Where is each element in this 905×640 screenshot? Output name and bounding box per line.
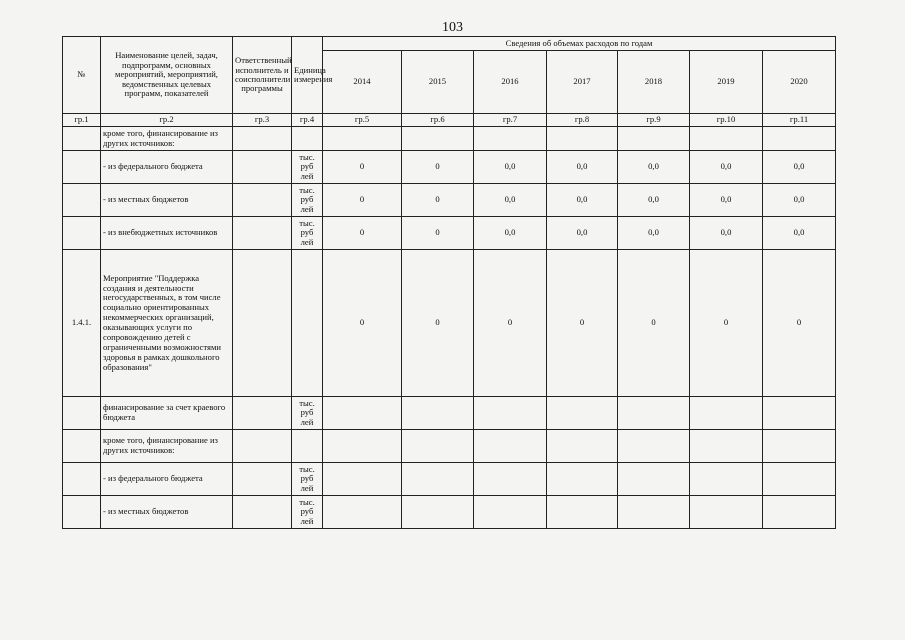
row-value-cell	[547, 430, 618, 463]
row-value-cell: 0,0	[618, 217, 690, 250]
row-value-cell	[474, 496, 547, 529]
row-unit-cell: тыс. руб лей	[292, 463, 323, 496]
row-value-cell: 0	[323, 151, 402, 184]
header-name: Наименование целей, задач, подпрограмм, основных мероприятий, мероприятий, ведомственных целевых программ, показателей	[101, 37, 233, 114]
row-value-cell	[763, 463, 836, 496]
row-value-cell	[690, 430, 763, 463]
row-responsible-cell	[233, 397, 292, 430]
row-value-cell	[618, 127, 690, 151]
row-unit-cell	[292, 127, 323, 151]
row-responsible-cell	[233, 151, 292, 184]
column-code: гр.10	[690, 114, 763, 127]
column-code: гр.2	[101, 114, 233, 127]
row-value-cell	[402, 463, 474, 496]
table-body	[63, 127, 836, 529]
row-value-cell	[763, 430, 836, 463]
header-responsible: Ответственный исполнитель и соисполнители программы	[233, 37, 292, 114]
row-value-cell: 0	[474, 250, 547, 397]
row-value-cell	[323, 397, 402, 430]
row-value-cell	[402, 397, 474, 430]
row-value-cell: 0,0	[547, 217, 618, 250]
row-unit-cell: тыс. руб лей	[292, 397, 323, 430]
row-value-cell	[474, 463, 547, 496]
row-value-cell	[618, 463, 690, 496]
row-unit-cell	[292, 430, 323, 463]
table-row	[63, 397, 836, 430]
row-responsible-cell	[233, 496, 292, 529]
row-value-cell: 0	[763, 250, 836, 397]
row-value-cell	[763, 496, 836, 529]
row-value-cell: 0	[402, 151, 474, 184]
row-value-cell: 0,0	[547, 151, 618, 184]
row-value-cell: 0,0	[690, 151, 763, 184]
row-value-cell	[323, 496, 402, 529]
row-name-cell: - из местных бюджетов	[101, 184, 233, 217]
expenses-table	[62, 36, 836, 529]
row-number-cell	[63, 217, 101, 250]
table-row	[63, 250, 836, 397]
table-row	[63, 496, 836, 529]
row-name-cell: - из федерального бюджета	[101, 463, 233, 496]
row-value-cell: 0,0	[547, 184, 618, 217]
row-value-cell: 0	[402, 184, 474, 217]
row-value-cell: 0,0	[474, 151, 547, 184]
row-responsible-cell	[233, 127, 292, 151]
row-value-cell	[547, 397, 618, 430]
row-value-cell	[763, 127, 836, 151]
row-value-cell	[402, 430, 474, 463]
row-number-cell	[63, 397, 101, 430]
row-name-cell: кроме того, финансирование из других источников:	[101, 430, 233, 463]
row-value-cell: 0	[690, 250, 763, 397]
row-number-cell	[63, 184, 101, 217]
row-value-cell	[323, 430, 402, 463]
row-value-cell: 0,0	[763, 184, 836, 217]
column-code: гр.7	[474, 114, 547, 127]
table-row	[63, 127, 836, 151]
row-responsible-cell	[233, 217, 292, 250]
row-value-cell	[474, 397, 547, 430]
header-num: №	[63, 37, 101, 114]
header-year: 2016	[474, 51, 547, 114]
row-number-cell: 1.4.1.	[63, 250, 101, 397]
table-row	[63, 430, 836, 463]
row-name-cell: Мероприятие "Поддержка создания и деятельности негосударственных, в том числе социально ориентированных некоммерческих организаций, оказывающих услуги по сопровождению детей с ограниченными возможностями здоровья в рамках дошкольного образования"	[101, 250, 233, 397]
header-year: 2017	[547, 51, 618, 114]
row-value-cell	[618, 430, 690, 463]
row-name-cell: - из местных бюджетов	[101, 496, 233, 529]
row-value-cell: 0	[402, 217, 474, 250]
column-code: гр.3	[233, 114, 292, 127]
row-value-cell: 0,0	[763, 217, 836, 250]
header-year: 2020	[763, 51, 836, 114]
row-number-cell	[63, 430, 101, 463]
row-value-cell	[547, 463, 618, 496]
row-value-cell: 0,0	[690, 184, 763, 217]
column-code: гр.6	[402, 114, 474, 127]
table-header	[63, 37, 836, 127]
row-name-cell: - из федерального бюджета	[101, 151, 233, 184]
header-year: 2019	[690, 51, 763, 114]
row-value-cell	[618, 397, 690, 430]
row-value-cell: 0	[323, 217, 402, 250]
row-value-cell	[547, 127, 618, 151]
row-value-cell	[763, 397, 836, 430]
column-code: гр.5	[323, 114, 402, 127]
column-code: гр.4	[292, 114, 323, 127]
row-number-cell	[63, 496, 101, 529]
column-code: гр.8	[547, 114, 618, 127]
table-row	[63, 184, 836, 217]
row-value-cell: 0	[402, 250, 474, 397]
row-number-cell	[63, 151, 101, 184]
row-value-cell	[474, 430, 547, 463]
row-responsible-cell	[233, 184, 292, 217]
row-unit-cell: тыс. руб лей	[292, 217, 323, 250]
row-value-cell	[690, 397, 763, 430]
row-value-cell: 0	[323, 250, 402, 397]
column-code: гр.1	[63, 114, 101, 127]
header-year: 2018	[618, 51, 690, 114]
column-code: гр.11	[763, 114, 836, 127]
row-name-cell: финансирование за счет краевого бюджета	[101, 397, 233, 430]
row-unit-cell	[292, 250, 323, 397]
row-value-cell: 0	[323, 184, 402, 217]
row-name-cell: - из внебюджетных источников	[101, 217, 233, 250]
row-value-cell	[474, 127, 547, 151]
header-year: 2015	[402, 51, 474, 114]
row-unit-cell: тыс. руб лей	[292, 184, 323, 217]
row-value-cell	[690, 463, 763, 496]
row-unit-cell: тыс. руб лей	[292, 496, 323, 529]
page-number: 103	[442, 20, 463, 35]
header-year: 2014	[323, 51, 402, 114]
header-unit: Единица измерения	[292, 37, 323, 114]
row-value-cell: 0,0	[690, 217, 763, 250]
row-value-cell	[690, 127, 763, 151]
row-value-cell: 0,0	[763, 151, 836, 184]
column-code: гр.9	[618, 114, 690, 127]
row-value-cell: 0,0	[618, 184, 690, 217]
row-value-cell	[618, 496, 690, 529]
row-number-cell	[63, 127, 101, 151]
row-value-cell: 0,0	[618, 151, 690, 184]
row-responsible-cell	[233, 250, 292, 397]
row-value-cell	[690, 496, 763, 529]
row-number-cell	[63, 463, 101, 496]
table-row	[63, 217, 836, 250]
header-expenses: Сведения об объемах расходов по годам	[323, 37, 836, 51]
row-value-cell	[402, 496, 474, 529]
row-responsible-cell	[233, 463, 292, 496]
row-unit-cell: тыс. руб лей	[292, 151, 323, 184]
row-name-cell: кроме того, финансирование из других источников:	[101, 127, 233, 151]
row-responsible-cell	[233, 430, 292, 463]
row-value-cell: 0,0	[474, 184, 547, 217]
row-value-cell	[402, 127, 474, 151]
column-codes-row	[63, 114, 836, 127]
table-row	[63, 463, 836, 496]
row-value-cell	[323, 463, 402, 496]
row-value-cell	[323, 127, 402, 151]
table-row	[63, 151, 836, 184]
row-value-cell	[547, 496, 618, 529]
row-value-cell: 0	[547, 250, 618, 397]
row-value-cell: 0	[618, 250, 690, 397]
row-value-cell: 0,0	[474, 217, 547, 250]
